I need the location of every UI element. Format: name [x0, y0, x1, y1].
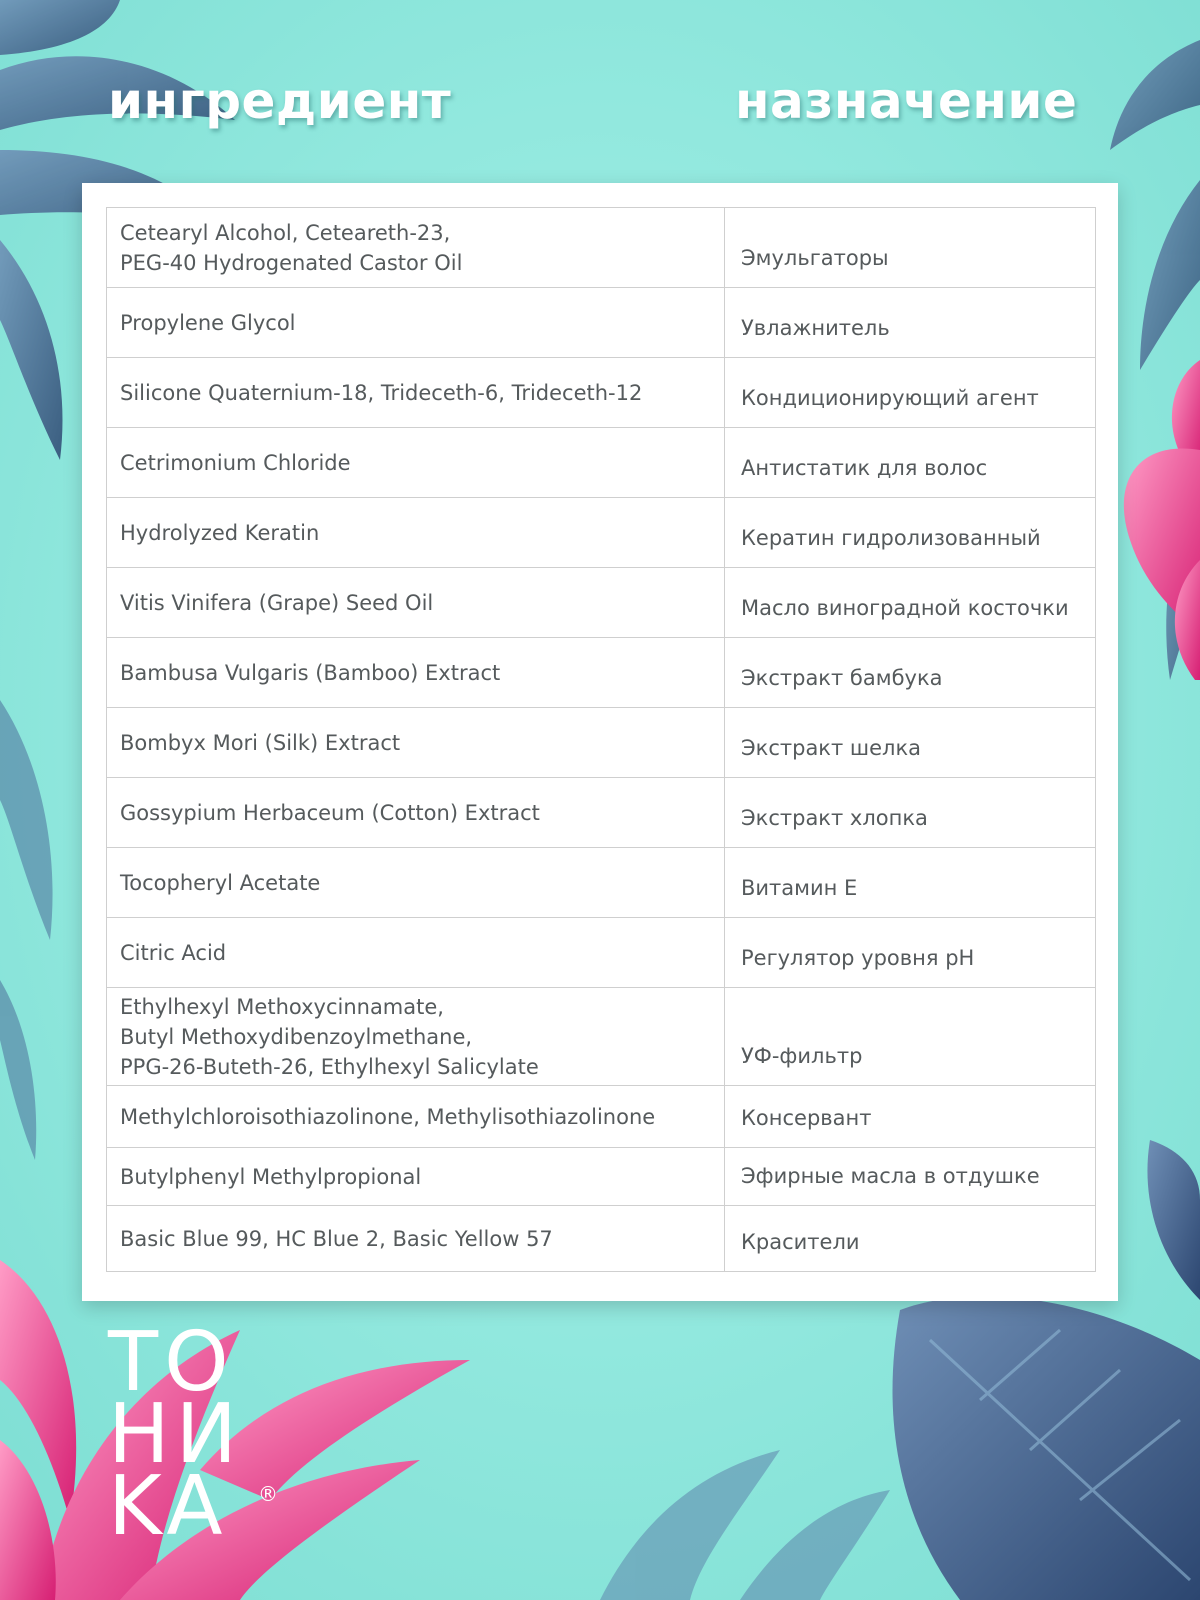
ingredient-cell — [107, 208, 725, 288]
table-row — [107, 918, 1096, 988]
ingredient-cell — [107, 918, 725, 988]
table-row — [107, 568, 1096, 638]
ingredient-cell — [107, 568, 725, 638]
ingredient-text: Cetrimonium Chloride — [120, 450, 351, 475]
purpose-cell: Антистатик для волос — [724, 428, 1095, 498]
table-row — [107, 428, 1096, 498]
ingredient-text: Cetearyl Alcohol, Ceteareth-23, PEG-40 Hydrogenated Castor Oil — [120, 220, 463, 275]
ingredients-card — [82, 183, 1118, 1301]
ingredient-text: Methylchloroisothiazolinone, Methylisothiazolinone — [120, 1104, 656, 1129]
purpose-cell: Увлажнитель — [724, 288, 1095, 358]
purpose-cell: Витамин Е — [724, 848, 1095, 918]
table-row — [107, 988, 1096, 1086]
table-row — [107, 638, 1096, 708]
table-row — [107, 1148, 1096, 1206]
ingredient-text: Ethylhexyl Methoxycinnamate, Butyl Methoxydibenzoylmethane, PPG-26-Buteth-26, Ethylhexyl Salicylate — [120, 994, 539, 1079]
table-row — [107, 848, 1096, 918]
ingredient-text: Vitis Vinifera (Grape) Seed Oil — [120, 590, 434, 615]
table-row — [107, 1086, 1096, 1148]
ingredient-text: Silicone Quaternium-18, Trideceth-6, Trideceth-12 — [120, 380, 643, 405]
ingredient-cell — [107, 638, 725, 708]
ingredient-cell — [107, 428, 725, 498]
ingredient-cell — [107, 1206, 725, 1272]
table-row — [107, 1206, 1096, 1272]
ingredient-cell — [107, 848, 725, 918]
logo-line-3: KA — [108, 1459, 229, 1554]
table-row — [107, 288, 1096, 358]
ingredient-text: Citric Acid — [120, 940, 227, 965]
ingredient-text: Butylphenyl Methylpropional — [120, 1164, 422, 1189]
ingredient-cell — [107, 778, 725, 848]
ingredient-cell — [107, 498, 725, 568]
purpose-cell: Кератин гидролизованный — [724, 498, 1095, 568]
purpose-cell: Регулятор уровня pH — [724, 918, 1095, 988]
ingredient-cell — [107, 988, 725, 1086]
table-row — [107, 498, 1096, 568]
ingredient-text: Propylene Glycol — [120, 310, 296, 335]
ingredient-cell — [107, 1148, 725, 1206]
purpose-cell: Эфирные масла в отдушке — [724, 1148, 1095, 1206]
ingredient-cell — [107, 1086, 725, 1148]
purpose-cell: Экстракт шелка — [724, 708, 1095, 778]
table-row — [107, 208, 1096, 288]
ingredient-text: Bombyx Mori (Silk) Extract — [120, 730, 401, 755]
purpose-cell: Эмульгаторы — [724, 208, 1095, 288]
purpose-cell: Консервант — [724, 1086, 1095, 1148]
logo-line-1: TO — [108, 1315, 235, 1410]
table-row — [107, 708, 1096, 778]
ingredient-text: Hydrolyzed Keratin — [120, 520, 320, 545]
ingredient-cell — [107, 288, 725, 358]
ingredient-cell — [107, 358, 725, 428]
ingredient-column-heading: ингредиент — [108, 72, 452, 130]
purpose-cell: Экстракт хлопка — [724, 778, 1095, 848]
purpose-column-heading: назначение — [735, 72, 1078, 130]
purpose-cell: Экстракт бамбука — [724, 638, 1095, 708]
table-row — [107, 778, 1096, 848]
registered-mark: ® — [258, 1482, 278, 1506]
table-row — [107, 358, 1096, 428]
ingredient-text: Bambusa Vulgaris (Bamboo) Extract — [120, 660, 501, 685]
purpose-cell: Масло виноградной косточки — [724, 568, 1095, 638]
ingredient-text: Tocopheryl Acetate — [120, 870, 321, 895]
purpose-cell: Красители — [724, 1206, 1095, 1272]
purpose-cell: Кондиционирующий агент — [724, 358, 1095, 428]
purpose-cell: УФ-фильтр — [724, 988, 1095, 1086]
ingredient-cell — [107, 708, 725, 778]
logo-line-2: HИ — [108, 1387, 243, 1482]
ingredient-text: Gossypium Herbaceum (Cotton) Extract — [120, 800, 540, 825]
ingredients-table — [106, 207, 1096, 1272]
tonika-logo — [108, 1315, 288, 1562]
ingredient-text: Basic Blue 99, HC Blue 2, Basic Yellow 57 — [120, 1226, 553, 1251]
